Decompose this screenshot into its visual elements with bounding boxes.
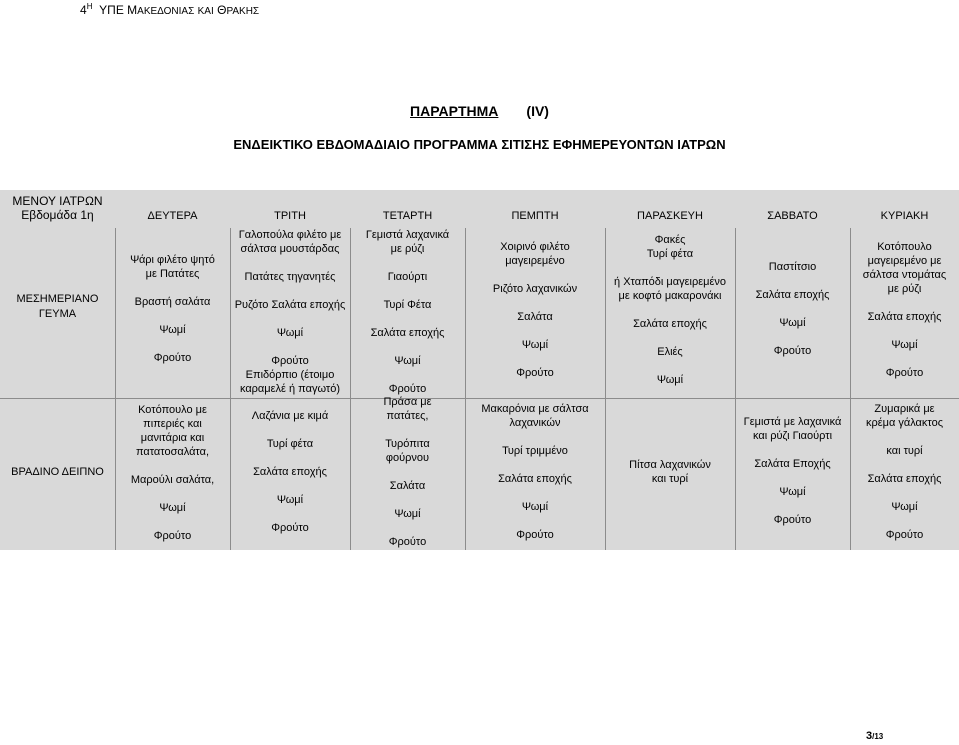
day-header-friday: ΠΑΡΑΣΚΕΥΗ <box>637 210 703 222</box>
dinner-monday: Κοτόπουλο με πιπεριές και μανιτάρια και πατατοσαλάτα, Μαρούλι σαλάτα, Ψωμί Φρούτο <box>130 404 215 542</box>
dinner-tuesday: Λαζάνια με κιμά Τυρί φέτα Σαλάτα εποχής Ψωμί Φρούτο <box>251 410 329 534</box>
dinner-saturday: Γεμιστά με λαχανικά και ρύζι Γιαούρτι Σαλάτα Εποχής Ψωμί Φρούτο <box>743 416 842 526</box>
lunch-friday: Φακές Τυρί φέτα ή Χταπόδι μαγειρεμένο με κοφτό μακαρονάκι Σαλάτα εποχής Ελιές Ψωμί <box>614 234 726 386</box>
dinner-row-label: ΒΡΑΔΙΝΟ ΔΕΙΠΝΟ <box>11 466 104 478</box>
lunch-monday: Ψάρι φιλέτο ψητό με Πατάτες Βραστή σαλάτα Ψωμί Φρούτο <box>130 254 215 364</box>
day-header-tuesday: ΤΡΙΤΗ <box>274 210 306 222</box>
meal-divider <box>0 398 959 399</box>
page-number: 3/13 <box>866 730 884 742</box>
dinner-thursday: Μακαρόνια με σάλτσα λαχανικών Τυρί τριμμένο Σαλάτα εποχής Ψωμί Φρούτο <box>481 403 589 541</box>
lunch-row-label: ΜΕΣΗΜΕΡΙΑΝΟ ΓΕΥΜΑ <box>16 293 99 320</box>
dinner-friday: Πίτσα λαχανικών και τυρί <box>629 459 711 485</box>
lunch-wednesday: Γεμιστά λαχανικά με ρύζι Γιαούρτι Τυρί Φέτα Σαλάτα εποχής Ψωμί Φρούτο <box>365 229 450 395</box>
document-header: $4^H$ ΥΠΕ ΜΑΚΕΔΟΝΙΑΣ ΚΑΙ ΘΡΑΚΗΣ <box>80 2 260 17</box>
dinner-wednesday: Πράσα με πατάτες, Τυρόπιτα φούρνου Σαλάτα Ψωμί Φρούτο <box>383 396 432 548</box>
menu-table <box>0 190 959 550</box>
lunch-sunday: Κοτόπουλο μαγειρεμένο με σάλτσα ντομάτας με ρύζι Σαλάτα εποχής Ψωμί Φρούτο <box>862 241 947 379</box>
day-header-wednesday: ΤΕΤΑΡΤΗ <box>382 210 433 222</box>
day-header-thursday: ΠΕΜΠΤΗ <box>511 210 559 222</box>
lunch-thursday: Χοιρινό φιλέτο μαγειρεμένο Ριζότο λαχανικών Σαλάτα Ψωμί Φρούτο <box>492 241 578 379</box>
day-header-sunday: ΚΥΡΙΑΚΗ <box>880 210 929 222</box>
lunch-tuesday: Γαλοπούλα φιλέτο με σάλτσα μουστάρδας Πατάτες τηγανητές Ρυζότο Σαλάτα εποχής Ψωμί Φρούτο Επιδόρπιο (έτοιμο καραμελέ ή παγωτό) <box>234 229 346 395</box>
appendix-title: ΠΑΡΑΡΤΗΜΑ (IV) <box>410 103 549 119</box>
document-subtitle: ΕΝΔΕΙΚΤΙΚΟ ΕΒΔΟΜΑΔΙΑΙΟ ΠΡΟΓΡΑΜΜΑ ΣΙΤΙΣΗΣ ΕΦΗΜΕΡΕΥΟΝΤΩΝ ΙΑΤΡΩΝ <box>233 137 726 152</box>
dinner-sunday: Ζυμαρικά με κρέμα γάλακτος και τυρί Σαλάτα εποχής Ψωμί Φρούτο <box>865 403 944 541</box>
table-corner-label: ΜΕΝΟΥ ΙΑΤΡΩΝ Εβδομάδα 1η <box>12 194 103 222</box>
day-header-monday: ΔΕΥΤΕΡΑ <box>147 210 198 222</box>
lunch-saturday: Παστίτσιο Σαλάτα εποχής Ψωμί Φρούτο <box>755 261 830 357</box>
day-header-saturday: ΣΑΒΒΑΤΟ <box>767 210 818 222</box>
